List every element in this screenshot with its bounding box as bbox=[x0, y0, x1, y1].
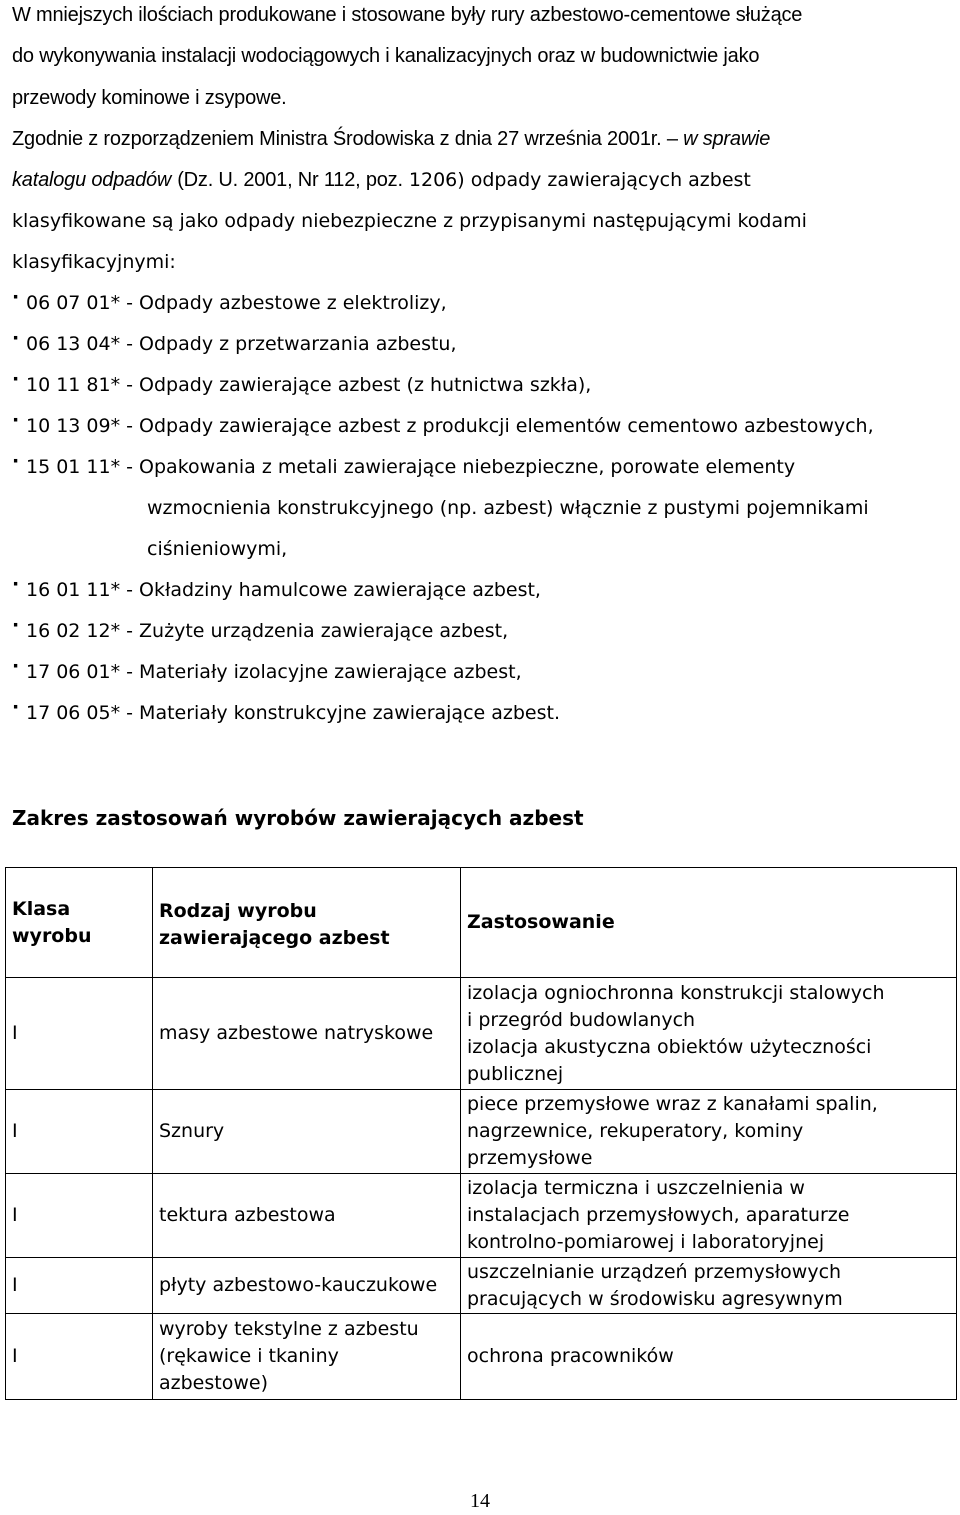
cell-klasa: I bbox=[6, 1174, 153, 1258]
bullet-icon: · bbox=[12, 327, 20, 349]
bullet-icon: · bbox=[12, 614, 20, 636]
waste-code-continuation: wzmocnienia konstrukcyjnego (np. azbest) włącznie z pustymi pojemnikami bbox=[147, 497, 869, 519]
waste-code: 16 01 11* - Okładziny hamulcowe zawierające azbest, bbox=[26, 579, 541, 601]
asbestos-products-table bbox=[5, 867, 957, 1400]
table-row bbox=[6, 978, 957, 1090]
intro-line-3: przewody kominowe i zsypowe. bbox=[12, 87, 287, 109]
table-row bbox=[6, 1090, 957, 1174]
table-row bbox=[6, 1314, 957, 1400]
list-item bbox=[12, 409, 874, 439]
waste-code-continuation: ciśnieniowymi, bbox=[147, 538, 288, 560]
table-header-row bbox=[6, 868, 957, 978]
list-item bbox=[12, 696, 561, 726]
bullet-icon: · bbox=[12, 696, 20, 718]
waste-code: 06 07 01* - Odpady azbestowe z elektrolizy, bbox=[26, 292, 447, 314]
table-row bbox=[6, 1174, 957, 1258]
list-item bbox=[12, 614, 509, 644]
cell-klasa: I bbox=[6, 978, 153, 1090]
waste-code: 17 06 01* - Materiały izolacyjne zawierające azbest, bbox=[26, 661, 522, 683]
waste-code: 17 06 05* - Materiały konstrukcyjne zawierające azbest. bbox=[26, 702, 561, 724]
cell-rodzaj: Sznury bbox=[153, 1090, 461, 1174]
list-item bbox=[12, 327, 457, 357]
intro-line-1: W mniejszych ilościach produkowane i stosowane były rury azbestowo-cementowe służące bbox=[12, 4, 803, 26]
regulation-line-1 bbox=[12, 126, 770, 152]
cell-rodzaj: tektura azbestowa bbox=[153, 1174, 461, 1258]
waste-code: 15 01 11* - Opakowania z metali zawierające niebezpieczne, porowate elementy bbox=[26, 456, 796, 478]
bullet-icon: · bbox=[12, 409, 20, 431]
list-item bbox=[12, 368, 592, 398]
bullet-icon: · bbox=[12, 573, 20, 595]
list-item bbox=[12, 573, 541, 603]
intro-line-2: do wykonywania instalacji wodociągowych i kanalizacyjnych oraz w budownictwie jako bbox=[12, 45, 760, 67]
header-zastosowanie: Zastosowanie bbox=[461, 868, 957, 978]
header-klasa: Klasa wyrobu bbox=[6, 868, 153, 978]
cell-rodzaj: płyty azbestowo-kauczukowe bbox=[153, 1258, 461, 1314]
cell-zastosowanie: izolacja termiczna i uszczelnienia w instalacjach przemysłowych, aparaturze kontrolno-pomiarowej i laboratoryjnej bbox=[461, 1174, 957, 1258]
regulation-line-4: klasyfikacyjnymi: bbox=[12, 251, 176, 273]
cell-zastosowanie: uszczelnianie urządzeń przemysłowych pracujących w środowisku agresywnym bbox=[461, 1258, 957, 1314]
bullet-icon: · bbox=[12, 368, 20, 390]
cell-rodzaj: masy azbestowe natryskowe bbox=[153, 978, 461, 1090]
bullet-icon: · bbox=[12, 286, 20, 308]
waste-code: 06 13 04* - Odpady z przetwarzania azbestu, bbox=[26, 333, 457, 355]
list-item bbox=[12, 655, 522, 685]
cell-klasa: I bbox=[6, 1258, 153, 1314]
regulation-text: Zgodnie z rozporządzeniem Ministra Środowiska z dnia 27 września 2001r. – bbox=[12, 128, 678, 150]
regulation-reference: (Dz. U. 2001, Nr 112, poz. bbox=[177, 169, 403, 191]
regulation-title-italic: w sprawie bbox=[683, 128, 771, 150]
regulation-line-3: klasyfikowane są jako odpady niebezpieczne z przypisanymi następującymi kodami bbox=[12, 210, 807, 232]
regulation-line-2 bbox=[12, 167, 751, 193]
bullet-icon: · bbox=[12, 655, 20, 677]
cell-klasa: I bbox=[6, 1314, 153, 1400]
waste-code: 16 02 12* - Zużyte urządzenia zawierające azbest, bbox=[26, 620, 509, 642]
bullet-icon: · bbox=[12, 450, 20, 472]
list-item bbox=[12, 286, 447, 316]
cell-zastosowanie: piece przemysłowe wraz z kanałami spalin, nagrzewnice, rekuperatory, kominy przemysłowe bbox=[461, 1090, 957, 1174]
waste-code: 10 11 81* - Odpady zawierające azbest (z hutnictwa szkła), bbox=[26, 374, 592, 396]
regulation-title-italic-cont: katalogu odpadów bbox=[12, 169, 172, 191]
waste-code: 10 13 09* - Odpady zawierające azbest z produkcji elementów cementowo azbestowych, bbox=[26, 415, 874, 437]
cell-rodzaj: wyroby tekstylne z azbestu (rękawice i tkaniny azbestowe) bbox=[153, 1314, 461, 1400]
regulation-text-cont: 1206) odpady zawierających azbest bbox=[408, 169, 751, 191]
cell-zastosowanie: izolacja ogniochronna konstrukcji stalowych i przegród budowlanych izolacja akustyczna obiektów użyteczności publicznej bbox=[461, 978, 957, 1090]
cell-zastosowanie: ochrona pracowników bbox=[461, 1314, 957, 1400]
section-heading: Zakres zastosowań wyrobów zawierających azbest bbox=[12, 806, 584, 830]
header-rodzaj: Rodzaj wyrobu zawierającego azbest bbox=[153, 868, 461, 978]
table-row bbox=[6, 1258, 957, 1314]
cell-klasa: I bbox=[6, 1090, 153, 1174]
page-number: 14 bbox=[470, 1490, 490, 1512]
list-item bbox=[12, 450, 796, 480]
